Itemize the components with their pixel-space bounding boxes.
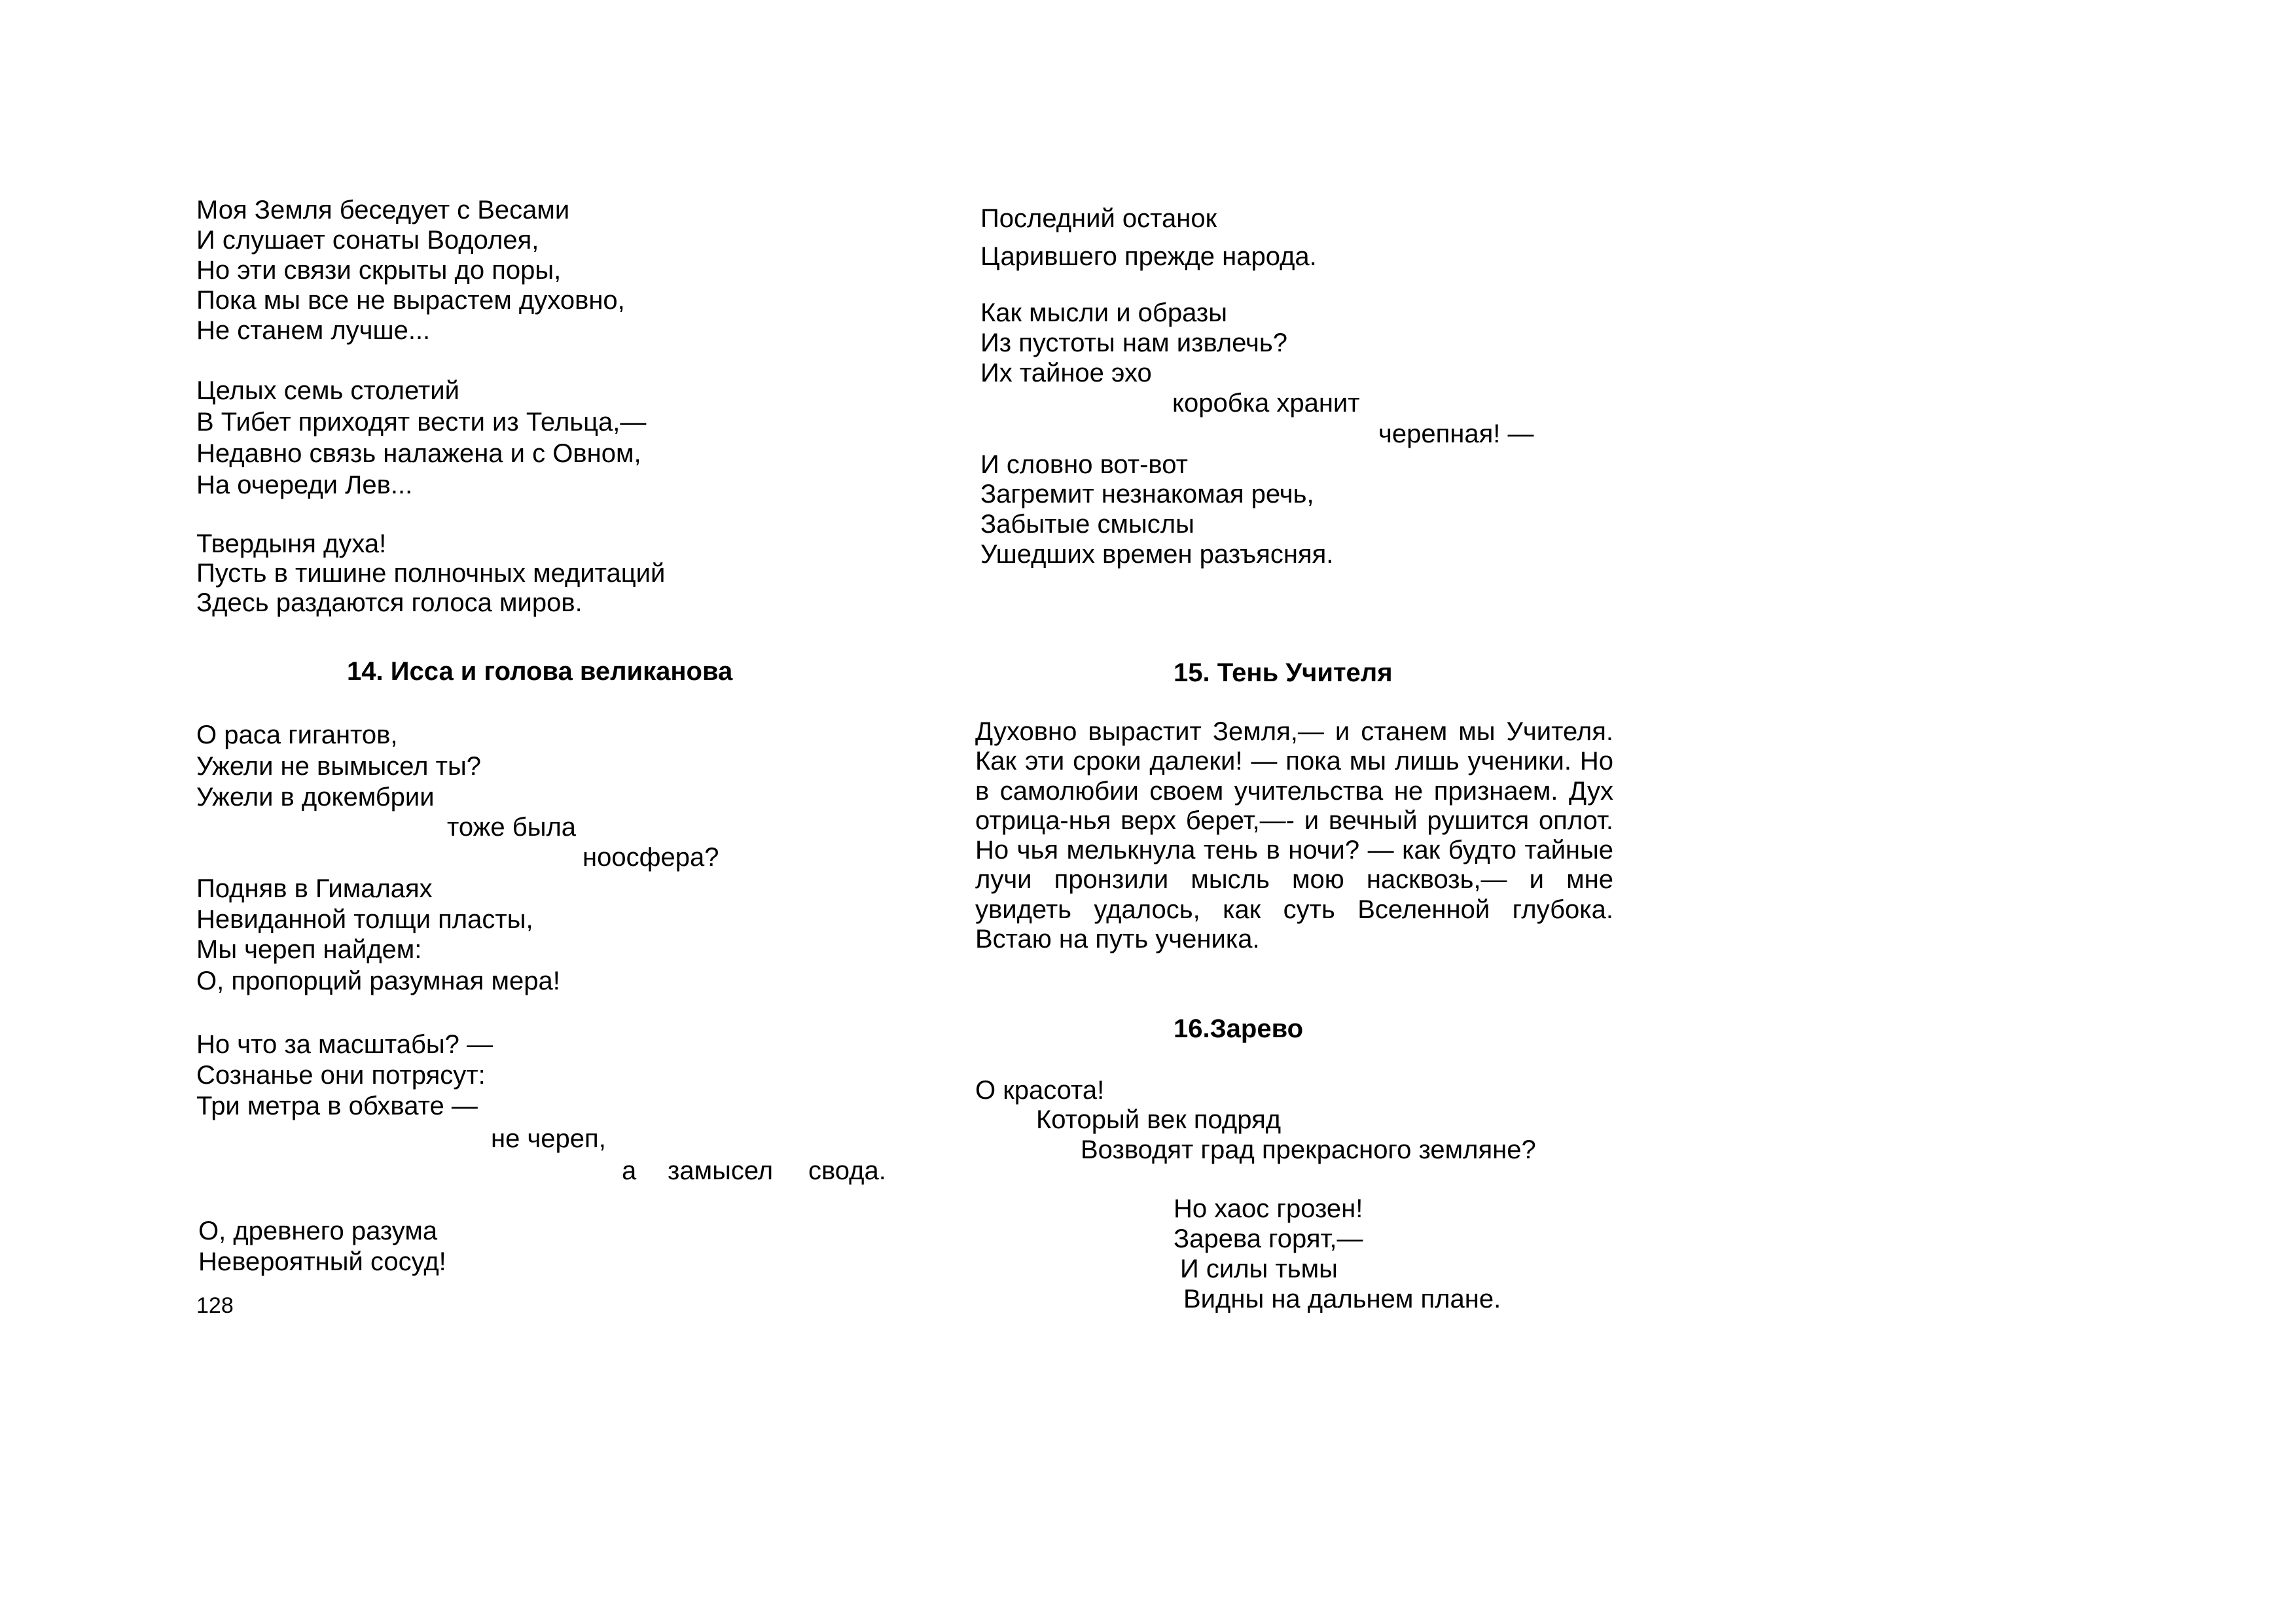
verse-line: О красота! [975,1076,1105,1105]
poem-title: 14. Исса и голова великанова [347,657,733,686]
verse-line: О, древнего разума [198,1217,438,1245]
page-number: 128 [196,1293,234,1318]
verse-line: коробка хранит [1172,389,1360,418]
verse-line: Но эти связи скрыты до поры, [196,256,562,285]
verse-line: Сознанье они потрясут: [196,1061,486,1090]
verse-line: Зарева горят,— [1174,1224,1363,1253]
verse-line: Твердыня духа! [196,529,387,558]
verse-line: Не станем лучше... [196,316,431,345]
verse-line: Их тайное эхо [980,359,1152,387]
verse-line: Три метра в обхвате — [196,1092,478,1120]
poem-title: 16.Зарево [1174,1014,1304,1043]
verse-line: Здесь раздаются голоса миров. [196,588,583,617]
verse-line: Видны на дальнем плане. [1183,1285,1501,1313]
verse-line: Забытые смыслы [980,510,1194,539]
verse-line: Пусть в тишине полночных медитаций [196,559,666,588]
verse-line: Мы череп найдем: [196,935,422,964]
verse-line: Ужели не вымысел ты? [196,752,481,781]
verse-line: Царившего прежде народа. [980,242,1317,271]
verse-word: замысел [668,1156,774,1185]
verse-line: Возводят град прекрасного земляне? [1081,1135,1536,1164]
verse-line: И слушает сонаты Водолея, [196,226,539,255]
verse-line: Из пустоты нам извлечь? [980,329,1287,357]
verse-line: Моя Земля беседует с Весами [196,196,570,224]
verse-line: Пока мы все не вырастем духовно, [196,286,625,315]
verse-line: О раса гигантов, [196,721,398,749]
verse-line: И словно вот-вот [980,450,1188,479]
verse-line: Целых семь столетий [196,376,459,405]
verse-line: Который век подряд [1036,1105,1282,1134]
verse-line: Как мысли и образы [980,298,1227,327]
verse-line: Но хаос грозен! [1174,1194,1363,1223]
verse-line: Недавно связь налажена и с Овном, [196,439,641,468]
verse-line: И силы тьмы [1180,1255,1338,1283]
verse-line: Ушедших времен разъясняя. [980,540,1334,569]
verse-line: Ужели в докембрии [196,783,435,812]
poem-title: 15. Тень Учителя [1174,658,1393,687]
verse-line: Загремит незнакомая речь, [980,480,1314,508]
verse-line: черепная! — [1378,419,1534,448]
prose-paragraph: Духовно вырастит Земля,— и станем мы Учителя. Как эти сроки далеки! — пока мы лишь ученики. Но в самолюбии своем учительства не признаем. Дух отрица-нья верх берет,—- и вечный рушится оплот. Но чья мелькнула тень в ночи? — как будто тайные лучи пронзили мысль мою насквозь,— и мне увидеть удалось, как суть Вселенной глубока. Встаю на путь ученика. [975,717,1613,954]
verse-line: ноосфера? [583,843,719,872]
verse-line: Но что за масштабы? — [196,1030,493,1059]
verse-line: Подняв в Гималаях [196,874,433,903]
verse-line: Невероятный сосуд! [198,1247,446,1276]
verse-line: Невиданной толщи пласты, [196,905,533,934]
verse-line: На очереди Лев... [196,471,413,499]
verse-line: тоже была [447,813,577,842]
verse-line: не череп, [491,1124,606,1153]
verse-line: О, пропорций разумная мера! [196,967,560,995]
verse-word: а [622,1156,637,1185]
verse-word: свода. [808,1156,886,1185]
verse-line: В Тибет приходят вести из Тельца,— [196,408,647,437]
verse-line: Последний останок [980,204,1217,233]
